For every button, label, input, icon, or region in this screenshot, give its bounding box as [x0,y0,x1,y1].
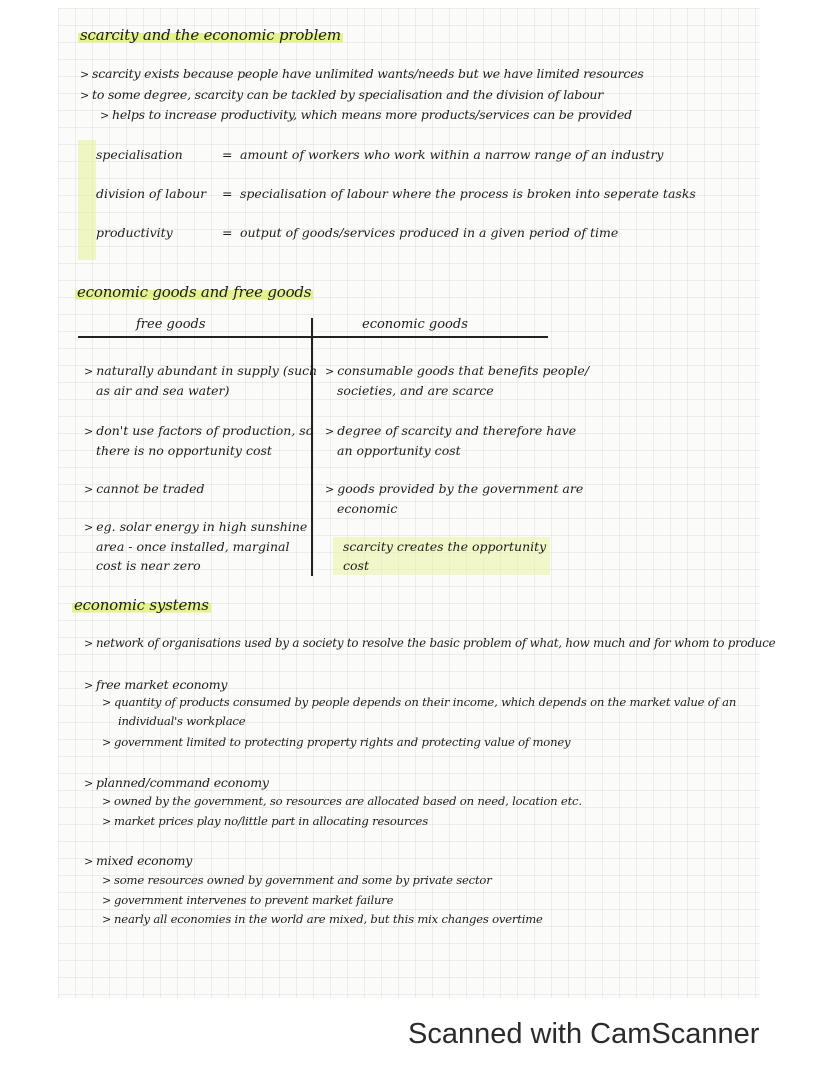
list-sub-item: > helps to increase productivity, which means more products/services can be provided [100,107,632,122]
table-cell-economic: > consumable goods that benefits people/ societies, and are scarce [325,363,590,398]
column-header-economic-goods: economic goods [362,317,468,332]
definition-row: division of labour = specialisation of labour where the process is broken into seperate tasks [96,186,696,201]
table-cell-free: > eg. solar energy in high sunshine area - once installed, marginal cost is near zero [84,519,308,573]
table-cell-free: > naturally abundant in supply (such as air and sea water) [84,363,318,398]
list-item: > scarcity exists because people have unlimited wants/needs but we have limited resources [80,66,644,81]
list-item-planned: > planned/command economy [84,775,269,790]
section-title-economic-systems: economic systems [74,596,209,614]
list-sub-item: > owned by the government, so resources are allocated based on need, location etc. [102,794,582,808]
list-sub-item: > quantity of products consumed by people depends on their income, which depends on the market value of an [102,695,737,709]
list-item: > to some degree, scarcity can be tackled by specialisation and the division of labour [80,87,604,102]
table-cell-economic: > goods provided by the government are economic [325,481,584,516]
list-sub-item: > government limited to protecting property rights and protecting value of money [102,735,571,749]
definition-row: specialisation = amount of workers who work within a narrow range of an industry [96,147,664,162]
table-cell-economic: > degree of scarcity and therefore have an opportunity cost [325,423,577,458]
section-title-goods: economic goods and free goods [77,283,312,301]
table-cell-free: > cannot be traded [84,481,205,496]
section-title-scarcity: scarcity and the economic problem [80,26,341,44]
list-item-mixed: > mixed economy [84,853,193,868]
list-item: > network of organisations used by a society to resolve the basic problem of what, how much and for whom to produce [84,636,776,650]
list-sub-item: > nearly all economies in the world are mixed, but this mix changes overtime [102,912,543,926]
camscanner-watermark: Scanned with CamScanner [408,1018,760,1050]
column-header-free-goods: free goods [136,317,206,332]
table-cell-free: > don't use factors of production, so there is no opportunity cost [84,423,314,458]
definition-highlight-bar [78,140,96,260]
highlighted-note: scarcity creates the opportunity cost [333,537,550,575]
list-sub-item-continued: individual's workplace [118,714,246,728]
definition-row: productivity = output of goods/services produced in a given period of time [96,225,619,240]
table-divider-horizontal [78,336,548,338]
list-item-free-market: > free market economy [84,677,228,692]
list-sub-item: > market prices play no/little part in allocating resources [102,814,428,828]
list-sub-item: > government intervenes to prevent market failure [102,893,394,907]
list-sub-item: > some resources owned by government and some by private sector [102,873,492,887]
